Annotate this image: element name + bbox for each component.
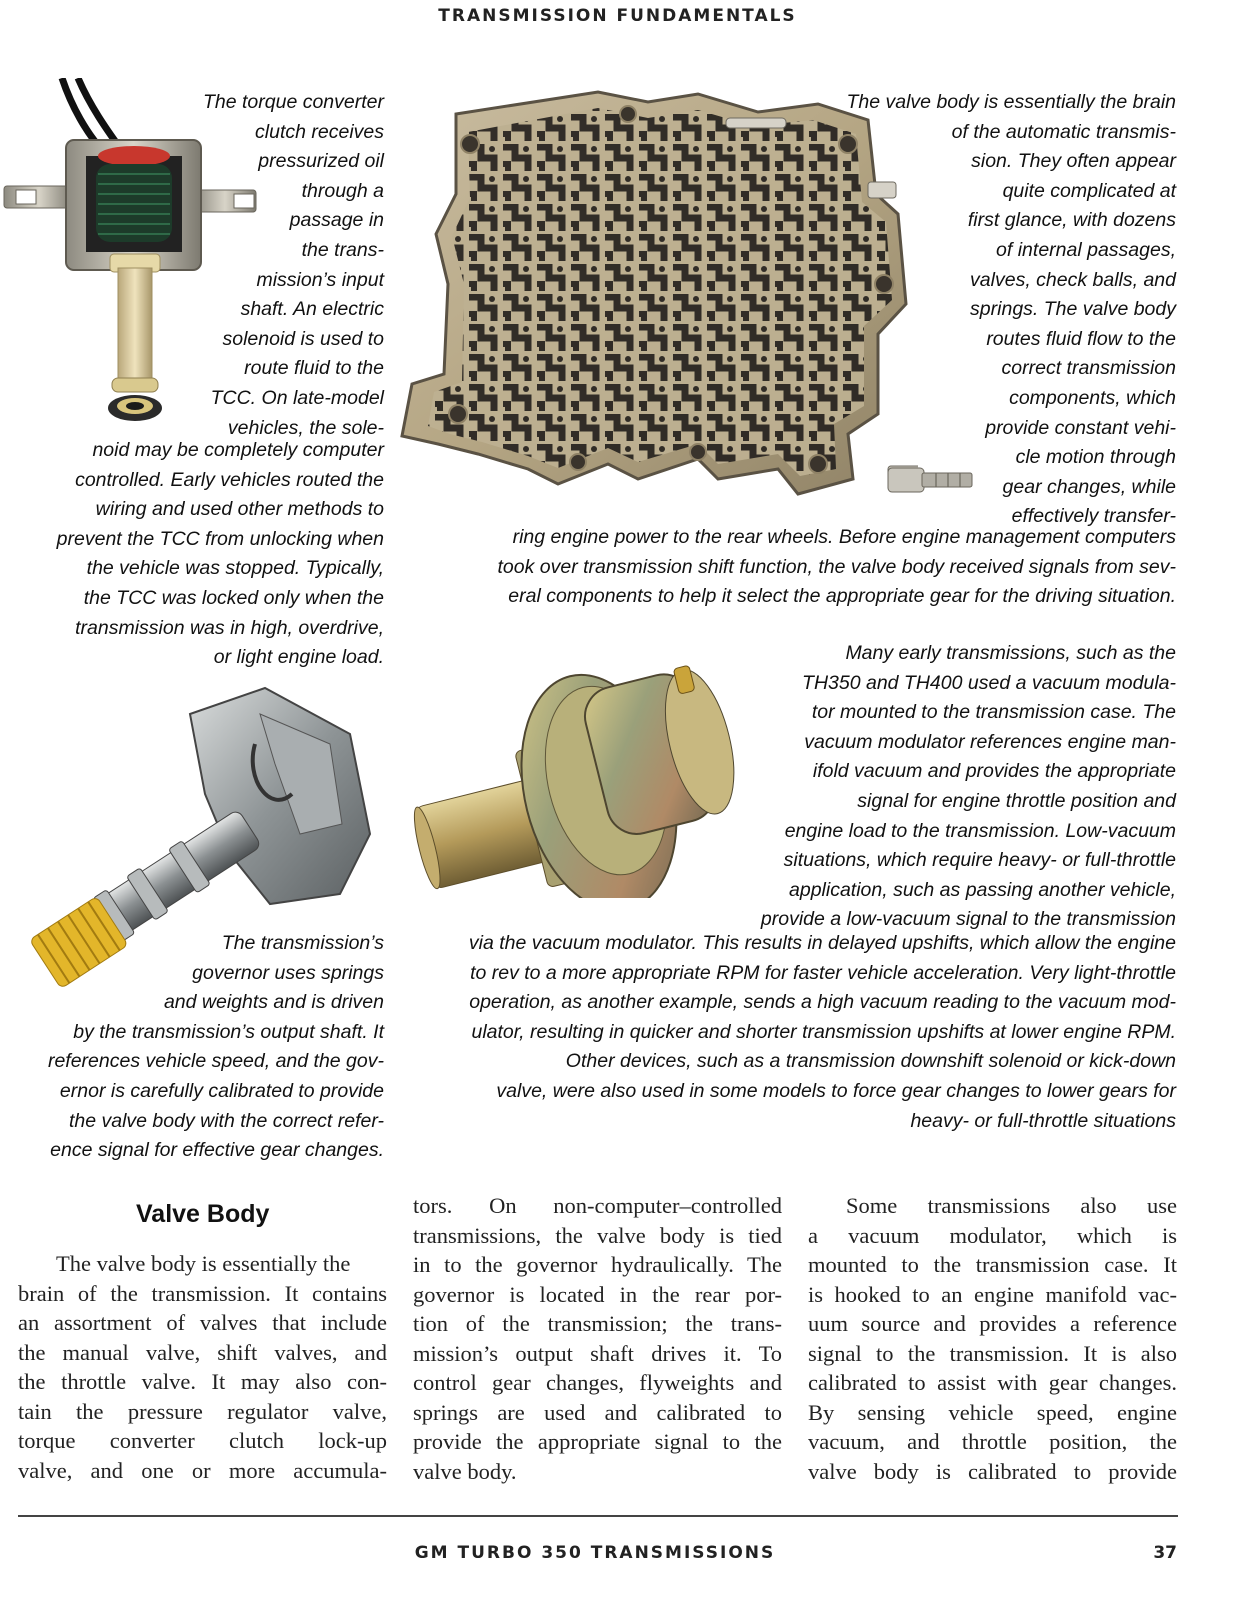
caption-line: The torque converter (202, 91, 384, 113)
caption-line: TH350 and TH400 used a vacuum modula- (802, 671, 1176, 694)
caption-line: or light engine load. (213, 646, 384, 669)
body-column-1 (18, 1249, 387, 1485)
running-head: TRANSMISSION FUNDAMENTALS (438, 6, 797, 26)
caption-line: solenoid is used to (222, 327, 384, 350)
caption-line: of the automatic transmis- (951, 120, 1176, 143)
footer-rule (18, 1515, 1178, 1517)
caption-line: ring engine power to the rear wheels. Before engine management computers (512, 526, 1176, 548)
caption-line: the TCC was locked only when the (83, 586, 384, 609)
caption-line: cle motion through (1015, 446, 1176, 469)
body-line: is hooked to an engine manifold vac- (808, 1281, 1177, 1307)
caption-line: engine load to the transmission. Low-vacuum (784, 819, 1176, 842)
caption-line: signal for engine throttle position and (857, 789, 1176, 812)
caption-line: valves, check balls, and (970, 268, 1176, 291)
caption-line: springs. The valve body (970, 298, 1176, 321)
body-line: in to the governor hydraulically. The (413, 1252, 782, 1277)
caption-line: the vehicle was stopped. Typically, (86, 557, 384, 580)
caption-line: mission’s input (256, 268, 384, 291)
body-line: tion of the transmission; the trans- (413, 1311, 782, 1336)
body-line: an assortment of valves that include (18, 1310, 387, 1335)
body-line: Some transmissions also use (846, 1193, 1177, 1218)
caption-line: provide constant vehi- (985, 416, 1176, 439)
body-line: By sensing vehicle speed, engine (808, 1399, 1177, 1425)
caption-line: routes fluid flow to the (986, 327, 1176, 350)
body-line: mounted to the transmission case. It (808, 1252, 1177, 1277)
body-line: governor is located in the rear por- (413, 1281, 782, 1307)
caption-line: quite complicated at (1002, 179, 1176, 202)
caption-line: correct transmission (1001, 357, 1176, 380)
body-line: signal to the transmission. It is also (808, 1340, 1177, 1366)
body-line: The valve body is essentially the (56, 1251, 351, 1276)
caption-line: vehicles, the sole- (227, 416, 384, 439)
body-line: transmissions, the valve body is tied (413, 1222, 782, 1248)
body-line: valve, and one or more accumula- (18, 1457, 387, 1483)
caption-line: TCC. On late-model (210, 386, 384, 409)
caption-line: components, which (1009, 386, 1176, 409)
caption-line: route fluid to the (244, 357, 384, 380)
caption-line: vacuum modulator references engine man- (804, 730, 1176, 753)
caption-line: to rev to a more appropriate RPM for faster vehicle acceleration. Very light-throttle (470, 961, 1176, 984)
page-number: 37 (1153, 1543, 1177, 1563)
caption-line: by the transmission’s output shaft. It (73, 1020, 384, 1043)
body-line: provide the appropriate signal to the (413, 1429, 782, 1454)
caption-line: situations, which require heavy- or full-throttle (783, 849, 1176, 872)
caption-line: wiring and used other methods to (95, 498, 384, 521)
caption-line: ernor is carefully calibrated to provide (59, 1079, 384, 1102)
caption-line: of internal passages, (996, 238, 1176, 261)
caption-line: valve, were also used in some models to force gear changes to lower gears for (496, 1079, 1176, 1102)
caption-line: ulator, resulting in quicker and shorter transmission upshifts at lower engine RPM. (471, 1020, 1176, 1043)
vacuum-modulator-caption-side (690, 639, 1176, 935)
body-line: a vacuum modulator, which is (808, 1222, 1177, 1248)
caption-line: Many early transmissions, such as the (845, 642, 1176, 664)
caption-line: prevent the TCC from unlocking when (56, 527, 384, 550)
caption-line: controlled. Early vehicles routed the (75, 468, 384, 491)
caption-line: first glance, with dozens (967, 209, 1176, 232)
tcc-solenoid-caption-top (160, 88, 384, 443)
tcc-solenoid-caption-bottom (14, 436, 384, 673)
caption-line: via the vacuum modulator. This results in delayed upshifts, which allow the engine (468, 932, 1176, 954)
caption-line: clutch receives (255, 120, 384, 143)
body-line: the throttle valve. It may also con- (18, 1369, 387, 1394)
caption-line: noid may be completely computer (92, 439, 384, 461)
body-line: calibrated to assist with gear changes. (808, 1370, 1177, 1395)
caption-line: Other devices, such as a transmission downshift solenoid or kick-down (565, 1050, 1176, 1073)
caption-line: and weights and is driven (163, 991, 384, 1014)
caption-line: tor mounted to the transmission case. The (811, 701, 1176, 724)
body-line: the manual valve, shift valves, and (18, 1339, 387, 1365)
body-line: torque converter clutch lock-up (18, 1428, 387, 1453)
caption-line: the valve body with the correct refer- (68, 1109, 384, 1132)
governor-caption (14, 929, 384, 1166)
body-line: tors. On non-computer–controlled (413, 1193, 782, 1218)
vacuum-modulator-caption-wide (412, 929, 1176, 1136)
section-heading: Valve Body (136, 1200, 270, 1228)
valve-body-caption-wide (412, 523, 1176, 612)
caption-line: passage in (289, 209, 384, 232)
caption-line: operation, as another example, sends a high vacuum reading to the vacuum mod- (469, 991, 1176, 1014)
caption-line: shaft. An electric (240, 298, 384, 321)
caption-line: transmission was in high, overdrive, (75, 616, 384, 639)
body-line: tain the pressure regulator valve, (18, 1398, 387, 1424)
footer-book-title: GM TURBO 350 TRANSMISSIONS (414, 1543, 776, 1563)
body-line: mission’s output shaft drives it. To (413, 1340, 782, 1366)
caption-line: The valve body is essentially the brain (846, 91, 1176, 113)
caption-line: pressurized oil (258, 150, 384, 173)
body-line: control gear changes, flyweights and (413, 1370, 782, 1395)
body-column-2 (413, 1191, 782, 1486)
caption-line: ifold vacuum and provides the appropriate (812, 760, 1176, 783)
body-line: brain of the transmission. It contains (18, 1280, 387, 1306)
caption-line: heavy- or full-throttle situations (910, 1109, 1176, 1132)
caption-line: governor uses springs (192, 961, 384, 984)
body-line: vacuum, and throttle position, the (808, 1429, 1177, 1454)
caption-line: took over transmission shift function, the valve body received signals from sev- (497, 555, 1176, 578)
caption-line: The transmission’s (221, 932, 384, 954)
body-line: springs are used and calibrated to (413, 1399, 782, 1425)
caption-line: effectively transfer- (1011, 505, 1176, 528)
valve-body-caption-side (780, 88, 1176, 532)
caption-line: references vehicle speed, and the gov- (47, 1050, 384, 1073)
caption-line: eral components to help it select the appropriate gear for the driving situation. (508, 585, 1176, 608)
caption-line: through a (301, 179, 384, 202)
caption-line: ence signal for effective gear changes. (50, 1139, 384, 1162)
caption-line: gear changes, while (1002, 475, 1176, 498)
caption-line: sion. They often appear (971, 150, 1176, 173)
body-line: uum source and provides a reference (808, 1311, 1177, 1336)
caption-line: the trans- (301, 238, 384, 261)
caption-line: application, such as passing another vehicle, (789, 878, 1176, 901)
body-line: valve body. (413, 1458, 517, 1484)
body-line: valve body is calibrated to provide (808, 1458, 1177, 1484)
caption-line: provide a low-vacuum signal to the transmission (760, 908, 1176, 931)
body-column-3 (808, 1191, 1177, 1486)
